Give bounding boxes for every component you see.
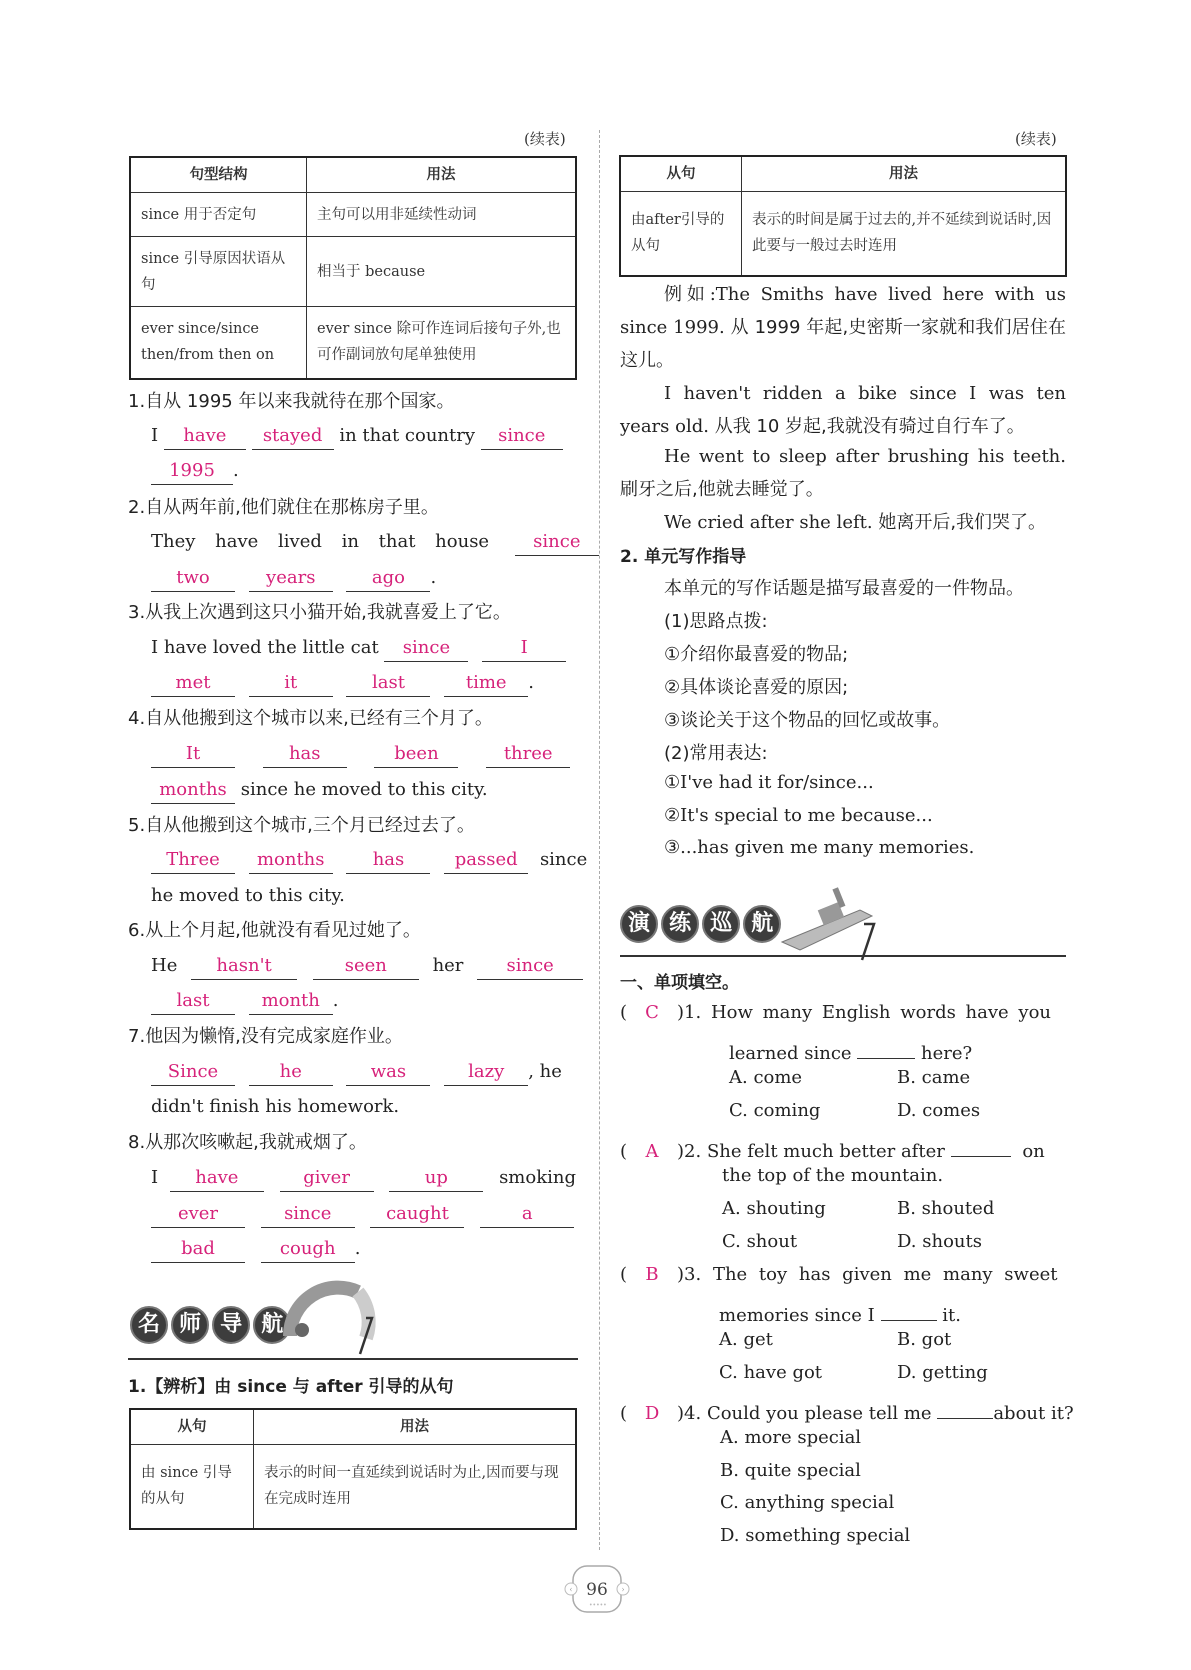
table-cell: ever since 除可作连词后接句子外,也可作副词放句尾单独使用 [307, 307, 577, 379]
example-1 [620, 278, 1066, 377]
writing-point: ③谈论关于这个物品的回忆或故事。 [664, 710, 951, 731]
example-2 [620, 377, 1066, 443]
after-clause-table [619, 155, 1067, 277]
answer-blank[interactable]: cough [261, 1238, 355, 1263]
option[interactable]: A. more special [720, 1427, 862, 1448]
answer-letter: B [645, 1264, 659, 1285]
exercise-text: I [151, 425, 159, 446]
answer-blank[interactable]: since [515, 531, 599, 556]
option[interactable]: A. shouting [722, 1198, 826, 1219]
table-cell: since 用于否定句 [130, 193, 307, 237]
table-cell: 表示的时间一直延续到说话时为止,因而要与现在完成时连用 [254, 1445, 577, 1529]
question-4: ( D )4. Could you please tell me about it? [620, 1394, 1191, 1426]
exercise-text: he moved to this city. [151, 885, 345, 906]
answer-blank[interactable]: it [249, 672, 333, 697]
answer-blank[interactable]: stayed [252, 425, 334, 450]
banner-char: 导 [212, 1306, 250, 1344]
option[interactable]: C. shout [722, 1231, 798, 1252]
question-stem: about it? [993, 1403, 1074, 1424]
page-number: 96 [586, 1580, 608, 1600]
guide-banner [130, 1306, 289, 1356]
option[interactable]: D. comes [897, 1100, 981, 1121]
answer-blank[interactable]: since [477, 955, 583, 980]
exercise-number: 7. [128, 1026, 146, 1047]
question-1: ( C )1. How many English words have you [620, 1002, 1052, 1023]
left-usage-table [129, 156, 577, 380]
continued-label-left: (续表) [524, 130, 566, 148]
column-divider [599, 130, 600, 1550]
answer-blank[interactable]: Three [151, 849, 235, 874]
writing-intro: 本单元的写作话题是描写最喜爱的一件物品。 [664, 578, 1024, 599]
answer-blank[interactable]: last [346, 672, 430, 697]
answer-blank[interactable]: up [389, 1167, 483, 1192]
exercise-text: her [432, 955, 464, 976]
answer-blank[interactable]: since [261, 1203, 355, 1228]
example-4 [620, 506, 1066, 539]
answer-blank[interactable]: 1995 [151, 460, 233, 485]
exercise-chinese: 自从他搬到这个城市,三个月已经过去了。 [145, 815, 475, 836]
exercise-text: since [539, 849, 588, 870]
exercise-text: I have loved the little cat [151, 637, 379, 658]
answer-blank[interactable]: ago [346, 567, 430, 592]
table-cell: ever since/since then/from then on [130, 307, 307, 379]
table-cell: 由 since 引导的从句 [130, 1445, 254, 1529]
option[interactable]: D. something special [720, 1525, 911, 1546]
gauge-icon [280, 1278, 380, 1358]
answer-blank[interactable]: giver [280, 1167, 374, 1192]
answer-blank[interactable]: seen [313, 955, 419, 980]
exercise-2-line-2: two years ago . [151, 566, 1191, 592]
exercise-number: 5. [128, 815, 146, 836]
answer-blank[interactable]: years [249, 567, 333, 592]
answer-blank[interactable]: three [486, 743, 570, 768]
writing-sub-2: (2)常用表达: [664, 743, 768, 764]
answer-blank[interactable]: lazy [444, 1061, 528, 1086]
answer-blank[interactable]: hasn't [191, 955, 297, 980]
exercise-chinese: 自从 1995 年以来我就待在那个国家。 [145, 391, 455, 412]
guide-heading: 1.【辨析】由 since 与 after 引导的从句 [128, 1377, 454, 1397]
option[interactable]: C. have got [719, 1362, 823, 1383]
banner-char: 师 [171, 1306, 209, 1344]
question-3-line-2 [719, 1296, 1191, 1328]
writing-sub-1: (1)思路点拨: [664, 611, 768, 632]
exercise-chinese: 自从他搬到这个城市以来,已经有三个月了。 [145, 708, 493, 729]
practice-banner [620, 905, 779, 955]
option[interactable]: B. got [897, 1329, 952, 1350]
exercise-3-prompt [128, 601, 1191, 625]
exercise-number: 1. [128, 391, 146, 412]
answer-blank[interactable]: months [249, 849, 333, 874]
table-cell: 表示的时间是属于过去的,并不延续到说话时,因此要与一般过去时连用 [742, 192, 1067, 276]
example-chinese: 她离开后,我们哭了。 [878, 512, 1047, 533]
banner-underline [620, 955, 1066, 957]
option[interactable]: A. get [719, 1329, 773, 1350]
exercise-chinese: 从上个月起,他就没有看见过她了。 [145, 920, 421, 941]
question-stem: )2. She felt much better after [677, 1141, 945, 1162]
question-stem: )3. The toy has given me many sweet [677, 1264, 1058, 1285]
example-3 [620, 440, 1066, 506]
banner-char: 航 [253, 1306, 291, 1344]
exercise-chinese: 自从两年前,他们就住在那栋房子里。 [145, 497, 439, 518]
option[interactable]: C. anything special [720, 1492, 895, 1513]
exercise-text: He [151, 955, 178, 976]
svg-text:‹: ‹ [569, 1585, 573, 1594]
exercise-text: since he moved to this city. [240, 779, 488, 800]
answer-blank[interactable]: months [151, 779, 235, 804]
answer-letter: A [645, 1141, 659, 1162]
banner-char: 巡 [702, 905, 740, 943]
exercise-1-line-2: 1995 . [151, 459, 1191, 485]
writing-point: ①介绍你最喜爱的物品; [664, 644, 849, 665]
answer-blank[interactable]: a [480, 1203, 574, 1228]
option[interactable]: B. shouted [897, 1198, 995, 1219]
exercise-text: smoking [499, 1167, 576, 1188]
example-english: I haven't ridden a bike since I was ten years old. [620, 383, 1066, 437]
answer-blank[interactable]: has [263, 743, 347, 768]
table-cell: 由after引导的从句 [620, 192, 742, 276]
answer-blank[interactable]: been [374, 743, 458, 768]
question-stem: )4. Could you please tell me [677, 1403, 932, 1424]
exercise-number: 8. [128, 1132, 146, 1153]
expression: ①I've had it for/since... [664, 772, 874, 793]
writing-point: ②具体谈论喜爱的原因; [664, 677, 849, 698]
answer-blank[interactable] [857, 1034, 915, 1059]
answer-blank[interactable]: ever [151, 1203, 245, 1228]
answer-blank[interactable]: I [482, 637, 566, 662]
table-header: 用法 [307, 157, 577, 193]
question-2: ( A )2. She felt much better after on [620, 1132, 1191, 1164]
example-english: 例如:The Smiths have lived here with us since 1999. [620, 284, 1066, 338]
question-1-line-2 [729, 1034, 1191, 1066]
since-clause-table [129, 1408, 577, 1530]
table-cell: 主句可以用非延续性动词 [307, 193, 577, 237]
answer-blank[interactable]: have [170, 1167, 264, 1192]
table-header: 句型结构 [130, 157, 307, 193]
option[interactable]: D. getting [897, 1362, 988, 1383]
answer-blank[interactable]: since [481, 425, 563, 450]
answer-blank[interactable]: have [164, 425, 246, 450]
option[interactable]: B. quite special [720, 1460, 861, 1481]
svg-text:•••••: ••••• [589, 1602, 607, 1609]
expression: ②It's special to me because... [664, 805, 933, 826]
ship-icon [780, 872, 880, 962]
banner-underline [128, 1358, 578, 1360]
exercise-number: 2. [128, 497, 146, 518]
answer-blank[interactable]: bad [151, 1238, 245, 1263]
answer-blank[interactable]: time [444, 672, 528, 697]
banner-char: 练 [661, 905, 699, 943]
example-chinese: 从我 10 岁起,我就没有骑过自行车了。 [714, 416, 1025, 437]
answer-blank[interactable]: was [346, 1061, 430, 1086]
exercise-6-line-2: last month . [151, 989, 1191, 1015]
answer-blank[interactable]: met [151, 672, 235, 697]
example-chinese: 从 1999 年起,史密斯一家就和我们居住在这儿。 [620, 317, 1066, 371]
table-header: 从句 [130, 1409, 254, 1445]
exercise-text: I [151, 1167, 159, 1188]
answer-blank[interactable]: has [346, 849, 430, 874]
writing-heading: 2. 单元写作指导 [620, 547, 747, 567]
exercise-chinese: 他因为懒惰,没有完成家庭作业。 [145, 1026, 403, 1047]
banner-char: 名 [130, 1306, 168, 1344]
question-stem: learned since [729, 1043, 852, 1064]
example-chinese: 刷牙之后,他就去睡觉了。 [620, 479, 824, 500]
exercise-chinese: 从我上次遇到这只小猫开始,我就喜爱上了它。 [145, 602, 511, 623]
exercise-3-line-2: met it last time . [151, 671, 1191, 697]
table-header: 从句 [620, 156, 742, 192]
table-header: 用法 [742, 156, 1067, 192]
continued-label-right: (续表) [1015, 130, 1057, 148]
banner-char: 航 [743, 905, 781, 943]
option[interactable]: D. shouts [897, 1231, 982, 1252]
answer-blank[interactable] [937, 1394, 993, 1419]
exercise-chinese: 从那次咳嗽起,我就戒烟了。 [145, 1132, 367, 1153]
question-stem: here? [921, 1043, 973, 1064]
table-cell: since 引导原因状语从句 [130, 237, 307, 307]
answer-blank[interactable]: It [151, 743, 235, 768]
exercise-5-prompt [128, 814, 1191, 838]
table-cell: 相当于 because [307, 237, 577, 307]
question-stem: on [1022, 1141, 1045, 1162]
exercise-7-line-2 [151, 1095, 1191, 1119]
exercise-8-line-2 [151, 1202, 1191, 1228]
exercise-4-prompt [128, 707, 1191, 731]
option[interactable]: C. coming [729, 1100, 821, 1121]
option[interactable]: A. come [729, 1067, 803, 1088]
option[interactable]: B. came [897, 1067, 971, 1088]
exercise-8-line-1 [151, 1166, 1191, 1192]
question-stem: the top of the mountain. [722, 1165, 944, 1186]
expression: ③...has given me many memories. [664, 837, 975, 858]
answer-blank[interactable]: passed [444, 849, 528, 874]
exercise-number: 4. [128, 708, 146, 729]
exercise-number: 3. [128, 602, 146, 623]
example-english: He went to sleep after brushing his teeth. [664, 446, 1066, 467]
exercise-text: didn't finish his homework. [151, 1096, 400, 1117]
question-stem: memories since I [719, 1305, 875, 1326]
answer-blank[interactable]: he [249, 1061, 333, 1086]
answer-blank[interactable]: two [151, 567, 235, 592]
exercise-text: in that country [339, 425, 476, 446]
exercise-8-line-3: bad cough . [151, 1237, 1191, 1263]
practice-heading: 一、单项填空。 [620, 973, 739, 993]
answer-blank[interactable]: last [151, 990, 235, 1015]
example-english: We cried after she left. [664, 512, 873, 533]
svg-text:›: › [621, 1585, 625, 1594]
answer-blank[interactable]: month [249, 990, 333, 1015]
exercise-number: 6. [128, 920, 146, 941]
answer-blank[interactable]: caught [370, 1203, 464, 1228]
table-header: 用法 [254, 1409, 577, 1445]
answer-letter: C [645, 1002, 659, 1023]
banner-char: 演 [620, 905, 658, 943]
exercise-text: They have lived in that house [151, 531, 490, 552]
answer-blank[interactable] [881, 1296, 937, 1321]
answer-letter: D [644, 1403, 660, 1424]
question-3: ( B )3. The toy has given me many sweet [620, 1264, 1058, 1285]
question-stem: it. [942, 1305, 961, 1326]
question-stem: )1. How many English words have you [677, 1002, 1052, 1023]
answer-blank[interactable]: since [384, 637, 468, 662]
answer-blank[interactable] [951, 1132, 1011, 1157]
exercise-text: , he [528, 1061, 562, 1082]
answer-blank[interactable]: Since [151, 1061, 235, 1086]
